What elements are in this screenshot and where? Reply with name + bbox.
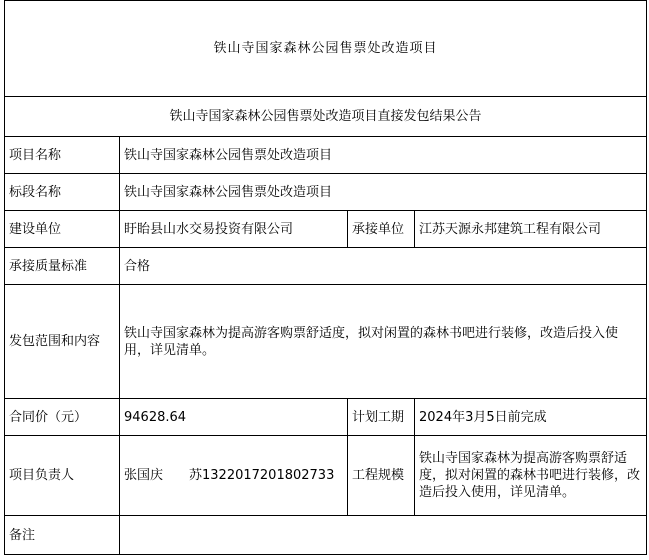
scope-label: 发包范围和内容 bbox=[5, 285, 120, 399]
section-name-label: 标段名称 bbox=[5, 174, 120, 211]
duration-value: 2024年3月5日前完成 bbox=[415, 399, 647, 436]
section-name-row bbox=[5, 174, 647, 211]
remarks-label: 备注 bbox=[5, 516, 120, 555]
manager-row bbox=[5, 436, 647, 516]
contractor-value: 江苏天源永邦建筑工程有限公司 bbox=[415, 211, 647, 248]
subtitle-row bbox=[5, 97, 647, 137]
remarks-value bbox=[120, 516, 647, 555]
title-row bbox=[5, 1, 647, 97]
project-name-value: 铁山寺国家森林公园售票处改造项目 bbox=[120, 137, 647, 174]
remarks-row bbox=[5, 516, 647, 555]
page-subtitle: 铁山寺国家森林公园售票处改造项目直接发包结果公告 bbox=[5, 97, 647, 137]
manager-value bbox=[120, 436, 348, 516]
manager-name: 张国庆 bbox=[124, 468, 164, 483]
quality-label: 承接质量标准 bbox=[5, 248, 120, 285]
project-name-label: 项目名称 bbox=[5, 137, 120, 174]
announcement-table bbox=[4, 0, 647, 555]
scale-label: 工程规模 bbox=[348, 436, 415, 516]
scope-row bbox=[5, 285, 647, 399]
page-title: 铁山寺国家森林公园售票处改造项目 bbox=[5, 1, 647, 97]
project-name-row bbox=[5, 137, 647, 174]
builder-label: 建设单位 bbox=[5, 211, 120, 248]
contractor-label: 承接单位 bbox=[348, 211, 415, 248]
manager-certificate: 苏1322017201802733 bbox=[189, 468, 335, 483]
quality-value: 合格 bbox=[120, 248, 647, 285]
builder-value: 盱眙县山水交易投资有限公司 bbox=[120, 211, 348, 248]
price-row bbox=[5, 399, 647, 436]
price-value: 94628.64 bbox=[120, 399, 348, 436]
price-label: 合同价（元） bbox=[5, 399, 120, 436]
section-name-value: 铁山寺国家森林公园售票处改造项目 bbox=[120, 174, 647, 211]
duration-label: 计划工期 bbox=[348, 399, 415, 436]
scale-value: 铁山寺国家森林为提高游客购票舒适度，拟对闲置的森林书吧进行装修，改造后投入使用，详见清单。 bbox=[415, 436, 647, 516]
scope-value: 铁山寺国家森林为提高游客购票舒适度，拟对闲置的森林书吧进行装修，改造后投入使用，详见清单。 bbox=[120, 285, 647, 399]
manager-label: 项目负责人 bbox=[5, 436, 120, 516]
unit-row bbox=[5, 211, 647, 248]
quality-row bbox=[5, 248, 647, 285]
